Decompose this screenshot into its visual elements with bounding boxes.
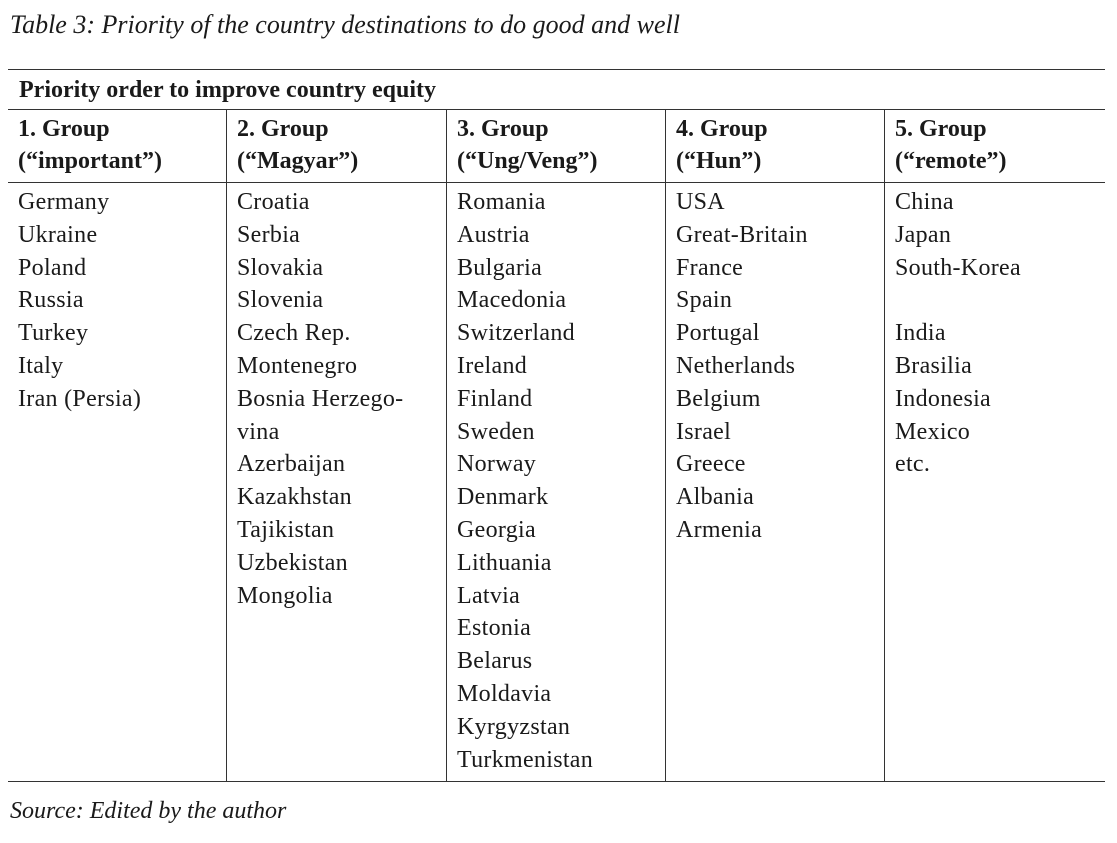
country-list-item: vina [237,418,280,445]
country-list-item: Bulgaria [457,254,543,281]
country-list-item: Belgium [676,385,761,412]
country-list-item: Spain [676,287,733,314]
country-list-item: Poland [18,254,87,281]
table-source-note: Source: Edited by the author [10,798,287,824]
country-list-item: Mexico [895,418,971,445]
country-list-item: Montenegro [237,352,358,379]
country-list-item: Belarus [457,648,533,675]
country-list-item: Uzbekistan [237,549,348,576]
country-list-item: South-Korea [895,254,1021,281]
country-list-item: Netherlands [676,352,796,379]
country-list-item: Russia [18,287,84,314]
country-list-item: Ukraine [18,221,98,248]
priority-table [8,69,1105,782]
country-list-item: Greece [676,451,746,478]
country-list-item: Kazakhstan [237,484,352,511]
group-subtitle: (“Magyar”) [237,148,359,174]
country-list-item: Finland [457,385,533,412]
country-list-item: Moldavia [457,680,552,707]
group-header-5 [885,110,1105,183]
group-column-5 [885,110,1105,781]
country-list-item: Austria [457,221,530,248]
country-list-item: Georgia [457,516,536,543]
group-title: 2. Group [237,116,329,142]
country-list-item: Macedonia [457,287,567,314]
group-column-2 [227,110,447,781]
country-list-item: Croatia [237,189,310,215]
group-list-2 [227,183,446,612]
country-list-item: Mongolia [237,582,333,609]
country-list-item: Turkmenistan [457,746,594,773]
country-list-item: Italy [18,352,64,379]
country-list-item: Slovakia [237,254,324,281]
country-list-item: China [895,189,954,215]
country-list-item: Israel [676,418,732,445]
country-list-item: Romania [457,189,546,215]
country-list-item: Czech Rep. [237,320,351,347]
group-list-5 [885,183,1105,481]
country-list-item: Great-Britain [676,221,808,248]
country-list-item: Japan [895,221,952,248]
group-subtitle: (“important”) [18,148,162,174]
group-list-4 [666,183,884,547]
country-list-item: Slovenia [237,287,324,314]
country-list-item: Estonia [457,615,532,642]
group-list-1 [8,183,226,416]
country-list-item: Norway [457,451,537,478]
country-list-item: Bosnia Herzego- [237,385,404,412]
country-list-item: Tajikistan [237,516,335,543]
country-list-item: Brasilia [895,352,973,379]
group-subtitle: (“Ung/Veng”) [457,148,598,174]
country-list-item: USA [676,189,725,215]
group-title: 1. Group [18,116,110,142]
group-subtitle: (“remote”) [895,148,1007,174]
country-list-item: Serbia [237,221,301,248]
country-list-item [895,284,1105,317]
country-list-item: Azerbaijan [237,451,346,478]
group-list-3 [447,183,665,776]
group-header-3 [447,110,665,183]
country-list-item: Lithuania [457,549,552,576]
country-list-item: Ireland [457,352,528,379]
group-header-4 [666,110,884,183]
country-list-item: France [676,254,744,281]
country-list-item: Armenia [676,516,763,543]
group-column-3 [447,110,666,781]
country-list-item: Sweden [457,418,535,445]
country-list-item: Iran (Persia) [18,385,142,412]
country-list-item: Albania [676,484,755,511]
group-header-2 [227,110,446,183]
group-subtitle: (“Hun”) [676,148,762,174]
group-header-1 [8,110,226,183]
table-caption: Table 3: Priority of the country destinations to do good and well [10,10,680,39]
group-title: 4. Group [676,116,768,142]
group-column-4 [666,110,885,781]
group-title: 5. Group [895,116,987,142]
group-title: 3. Group [457,116,549,142]
table-span-header: Priority order to improve country equity [8,70,1105,110]
country-list-item: Portugal [676,320,760,347]
table-columns [8,110,1105,781]
country-list-item: etc. [895,451,931,478]
country-list-item: Latvia [457,582,521,609]
country-list-item: Germany [18,189,110,215]
group-column-1 [8,110,227,781]
country-list-item: Switzerland [457,320,575,347]
country-list-item: India [895,320,946,347]
country-list-item: Turkey [18,320,89,347]
country-list-item: Indonesia [895,385,992,412]
country-list-item: Denmark [457,484,549,511]
country-list-item: Kyrgyzstan [457,713,571,740]
